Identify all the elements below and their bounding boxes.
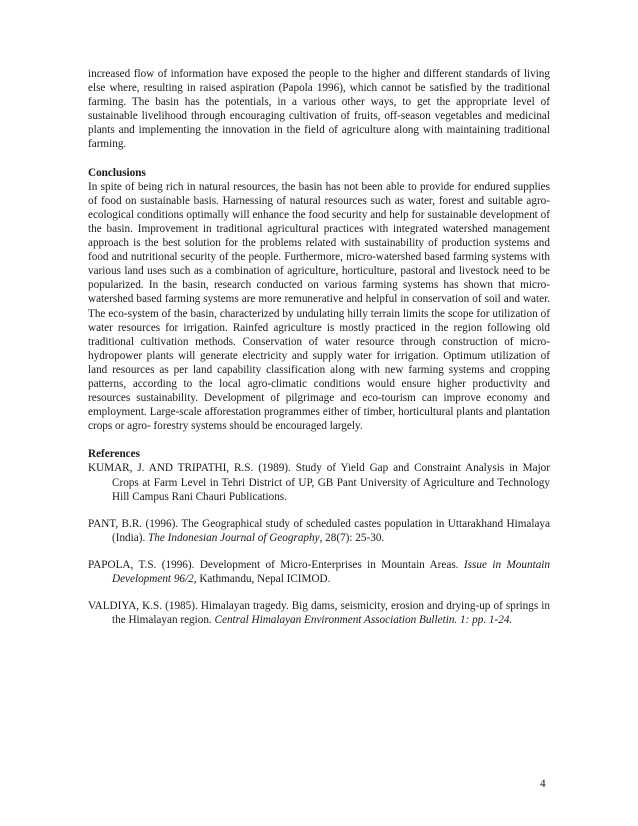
references-list: [88, 461, 550, 627]
conclusions-paragraph: In spite of being rich in natural resources, the basin has not been able to provide for endured supplies of food on sustainable basis. Harnessing of natural resources such as water, forest and suitable agro-ecological conditions optimally will enhance the food security and help for sustainable development of the basin. Improvement in traditional agricultural practices with integrated watershed management approach is the best solution for the problems related with sustainability of production systems and food and nutritional security of the people. Furthermore, micro-watershed based farming systems with various land uses such as a combination of agriculture, horticulture, pastoral and livestock need to be popularized. In the basin, research conducted on various farming systems has shown that micro-watershed based farming systems are more remunerative and helpful in conservation of soil and water. The eco-system of the basin, characterized by undulating hilly terrain limits the scope for utilization of water resources for irrigation. Rainfed agriculture is mostly practiced in the region following old traditional cultivation methods. Conservation of water resource through construction of micro-hydropower plants will generate electricity and supply water for irrigation. Optimum utilization of land resources as per land capability classification along with new farming systems and cropping patterns, according to the local agro-climatic conditions would ensure higher productivity and resources sustainability. Development of pilgrimage and eco-tourism can improve economy and employment. Large-scale afforestation programmes either of timber, horticultural plants and plantation crops or agro- forestry systems should be encouraged largely.: [88, 180, 550, 433]
reference-text: PAPOLA, T.S. (1996). Development of Micro-Enterprises in Mountain Areas.: [88, 558, 464, 571]
reference-source: Central Himalayan Environment Association Bulletin. 1: pp. 1-24.: [214, 614, 513, 627]
reference-source: The Indonesian Journal of Geography: [148, 531, 320, 544]
reference-item: [88, 599, 550, 627]
reference-item: [88, 517, 550, 545]
reference-details: , Kathmandu, Nepal ICIMOD.: [193, 573, 331, 585]
reference-text: PANT, B.R. (1996). The Geographical study of scheduled castes population in Uttarakhand Himalaya (India).: [88, 517, 550, 544]
intro-paragraph: increased flow of information have exposed the people to the higher and different standards of living else where, resulting in raised aspiration (Papola 1996), which cannot be satisfied by the traditional farming. The basin has the potentials, in a various other ways, to get the appropriate level of sustainable livelihood through encouraging cultivation of fruits, off-season vegetables and medicinal plants and implementing the innovation in the field of agriculture along with maintaining traditional farming.: [88, 68, 550, 151]
reference-details: , 28(7): 25-30.: [319, 531, 385, 544]
references-heading: References: [88, 448, 140, 461]
reference-text: KUMAR, J. AND TRIPATHI, R.S. (1989). Study of Yield Gap and Constraint Analysis in Major Crops at Farm Level in Tehri District of UP, GB Pant University of Agriculture and Technology Hill Campus Rani Chauri Publications.: [88, 462, 550, 503]
page-content: [88, 67, 550, 627]
reference-item: [88, 461, 550, 503]
reference-item: [88, 558, 550, 586]
reference-source: Issue in Mountain Development 96/2: [112, 558, 550, 585]
reference-text: VALDIYA, K.S. (1985). Himalayan tragedy. Big dams, seismicity, erosion and drying-up of springs in the Himalayan region.: [88, 600, 550, 627]
page-number: 4: [540, 778, 546, 790]
conclusions-heading: Conclusions: [88, 166, 146, 179]
